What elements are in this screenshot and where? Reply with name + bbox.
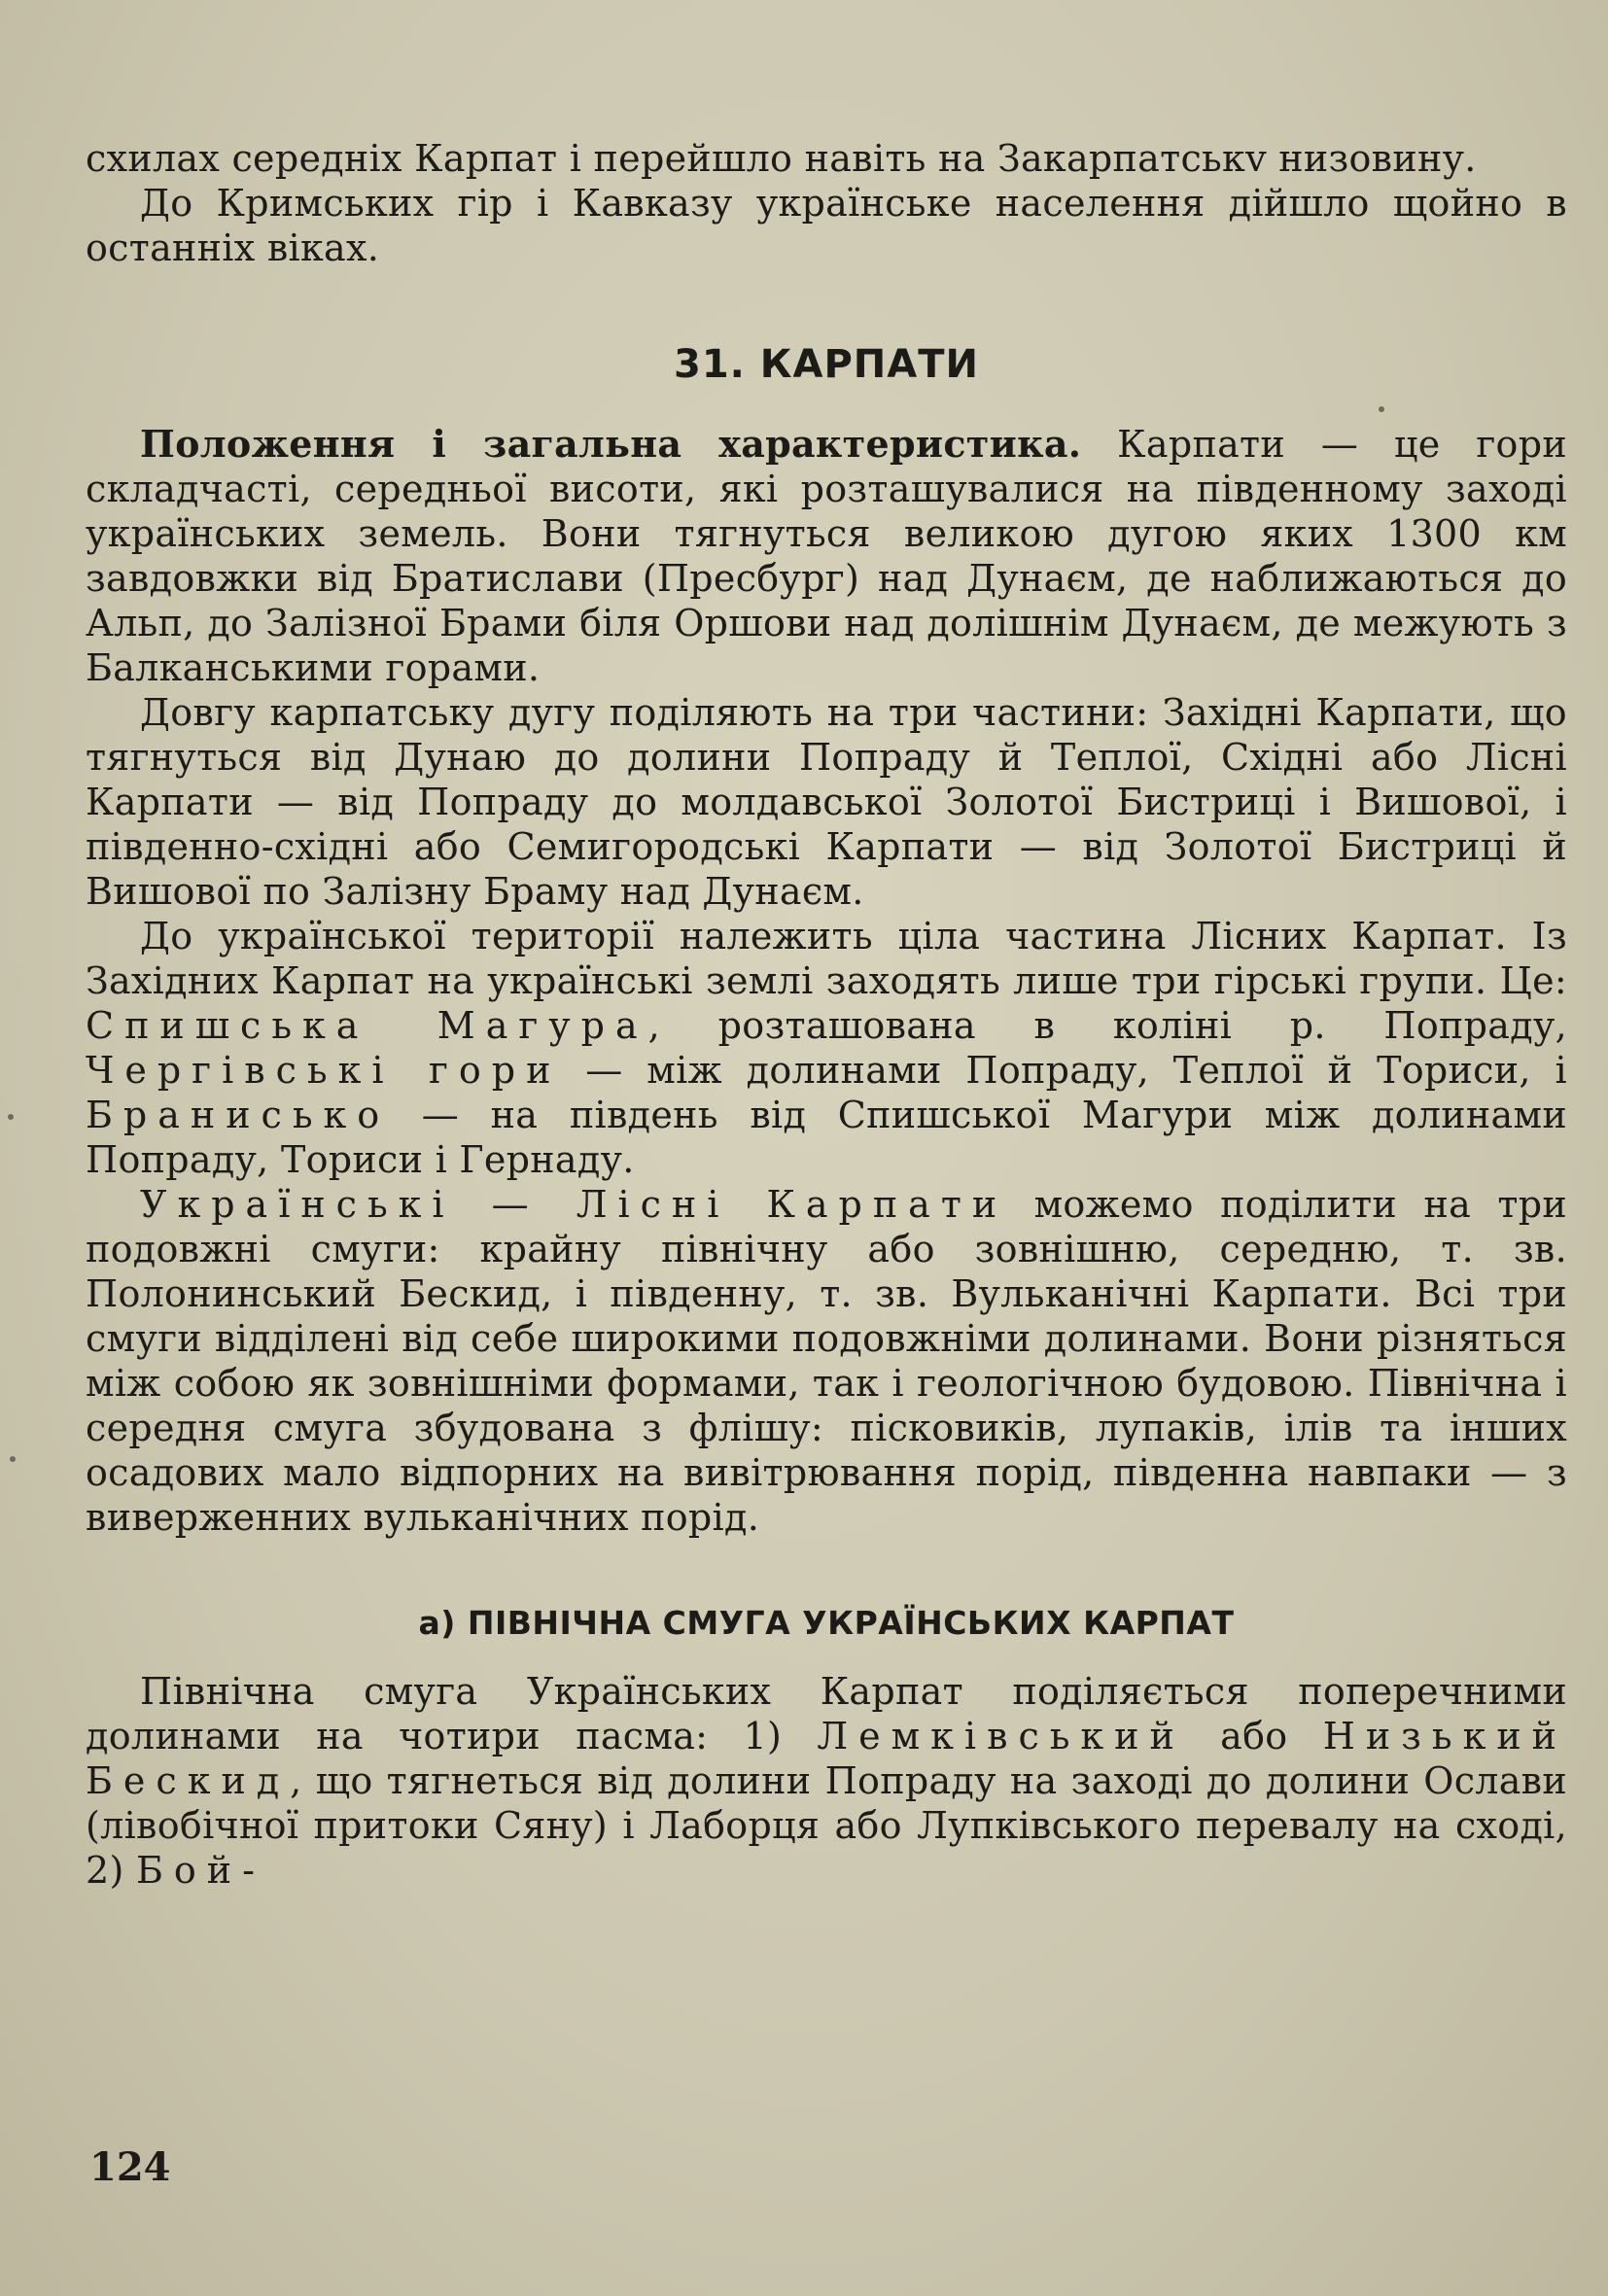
paragraph-lead-heading: Положення і загальна характеристика. — [140, 422, 1082, 466]
page-content — [86, 136, 1567, 1893]
paragraph-text: — на південь від Спишської Магури між долинами Попраду, Ториси і Гернаду. — [86, 1094, 1567, 1181]
paragraph-text: , що тягнеться від долини Попраду на заході до долини Ослави (лівобічної притоки Сяну) і Лаборця або Лупківського перевалу на сході, 2) — [86, 1759, 1567, 1892]
paragraph-northern-strip — [86, 1669, 1567, 1893]
paragraph-text: — між долинами Попраду, Теплої й Ториси, і — [561, 1049, 1567, 1092]
paragraph-text: або — [1184, 1715, 1323, 1757]
paragraph-text: Карпати — це гори складчасті, середньої висоти, які розташувалися на південному заході українських земель. Вони тягнуться великою дугою яких 1300 км завдовжки від Братислави (Пресбург) над Дунаєм, де наближаються до Альп, до Залізної Брами біля Оршови над долішнім Дунаєм, де межують з Балканськими горами. — [86, 423, 1567, 689]
paragraph-three-strips — [86, 1182, 1567, 1540]
term-ukrainski-lisni-karpaty: Українські — Лісні Карпати — [140, 1183, 1008, 1226]
print-speck — [10, 1456, 16, 1462]
section-title: 31. КАРПАТИ — [674, 342, 979, 387]
term-branysko: Бранисько — [86, 1094, 391, 1136]
subsection-title: а) ПІВНІЧНА СМУГА УКРАЇНСЬКИХ КАРПАТ — [418, 1604, 1235, 1642]
paragraph-text: можемо поділити на три подовжні смуги: крайну північну або зовнішню, середню, т. зв. Полонинський Бескид, і південну, т. зв. Вульканічні Карпати. Всі три смуги відділені від себе широкими подовжніми долинами. Вони різняться між собою як зовнішніми формами, так і геологічною будовою. Північна і середня смуга збудована з флішу: пісковиків, лупаків, ілів та інших осадових мало відпорних на вивітрювання порід, південна навпаки — з виверженних вульканічних порід. — [86, 1183, 1567, 1539]
paragraph-text: До української території належить ціла частина Лісних Карпат. Із Західних Карпат на українські землі заходять лише три гірські групи. Це: — [86, 915, 1567, 1002]
paragraph-continuation: схилах середніх Карпат і перейшло навіть на Закарпатськv низовину. — [86, 137, 1477, 180]
paragraph-text: , розташована в коліні р. Попраду, — [647, 1004, 1567, 1047]
term-boikivskyi: Бой- — [135, 1849, 265, 1892]
paragraph-crimea: До Кримських гір і Кавказу українське населення дійшло щойно в останніх віках. — [86, 182, 1567, 269]
paragraph-text: Північна смуга Українських Карпат поділяється поперечними долинами на чотири пасма: 1) — [86, 1670, 1567, 1757]
term-lemkivskyi: Лемківський — [817, 1715, 1185, 1757]
paragraph-western-groups — [86, 914, 1567, 1182]
print-speck — [8, 1114, 14, 1120]
page-number: 124 — [89, 2144, 171, 2190]
term-spyshska-mahura: Спишська Магура — [86, 1004, 648, 1047]
paragraph-position — [86, 422, 1567, 690]
term-nyzkyi-beskyd: Низький Бескид — [86, 1715, 1567, 1802]
paragraph-divisions: Довгу карпатську дугу поділяють на три частини: Західні Карпати, що тягнуться від Дунаю до долини Попраду й Теплої, Східні або Лісні Карпати — від Попраду до молдавської Золотої Бистриці і Вишової, і південно-східні або Семигородські Карпати — від Золотої Бистриці й Вишової по Залізну Браму над Дунаєм. — [86, 691, 1567, 913]
term-chergivski-hory: Чергівські гори — [86, 1049, 562, 1092]
